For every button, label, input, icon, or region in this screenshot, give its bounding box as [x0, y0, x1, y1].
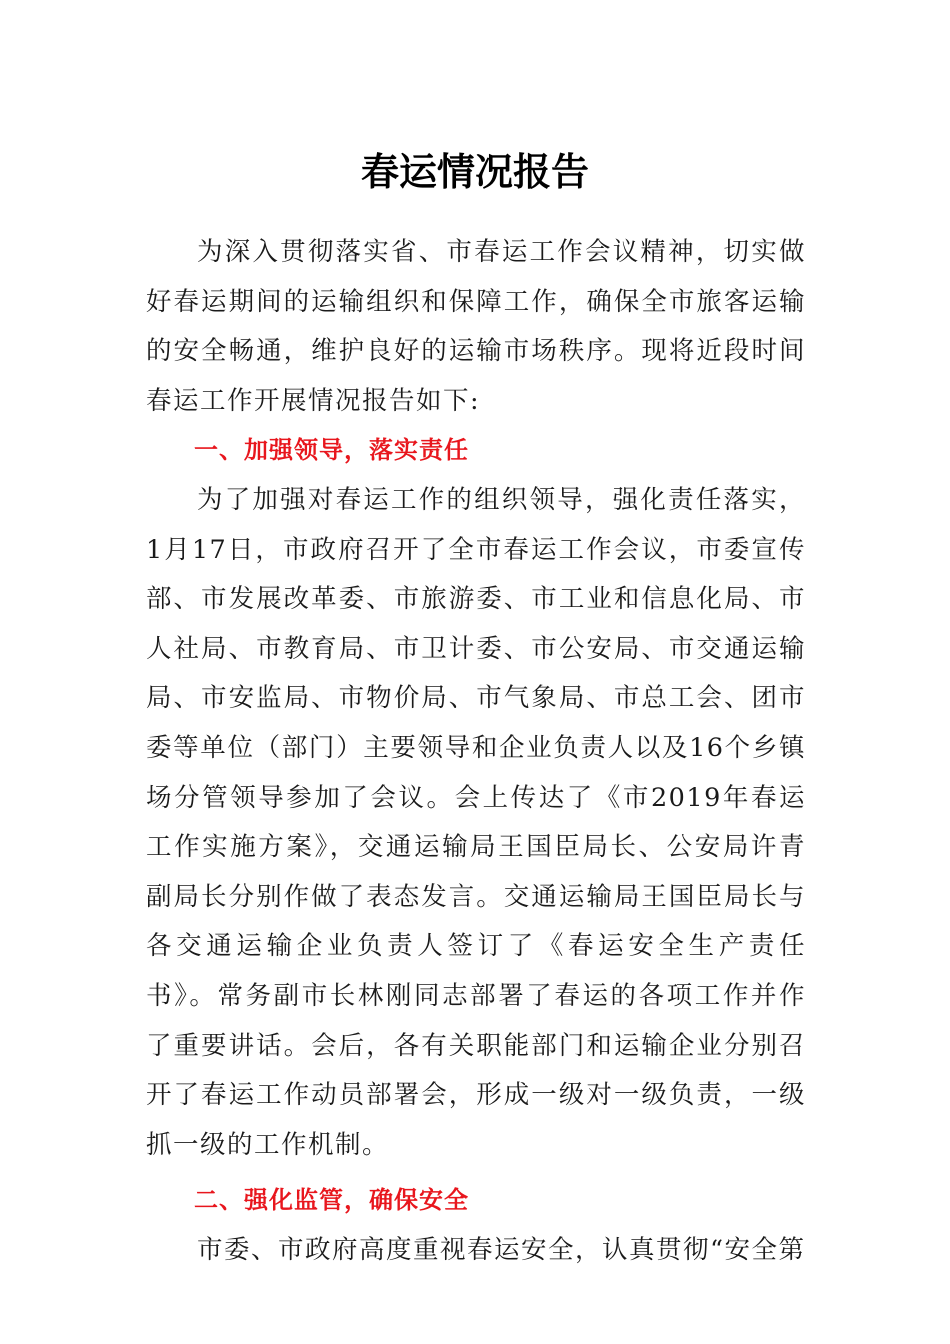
section-2-heading: 二、强化监管，确保安全: [194, 1186, 469, 1215]
intro-paragraph: 为深入贯彻落实省、市春运工作会议精神，切实做好春运期间的运输组织和保障工作，确保全市旅客运输的安全畅通，维护良好的运输市场秩序。现将近段时间春运工作开展情况报告如下:: [146, 237, 806, 416]
document-body: [146, 228, 806, 1275]
section-1-paragraph: 为了加强对春运工作的组织领导，强化责任落实，1月17日，市政府召开了全市春运工作会议，市委宣传部、市发展改革委、市旅游委、市工业和信息化局、市人社局、市教育局、市卫计委、市公安局、市交通运输局、市安监局、市物价局、市气象局、市总工会、团市委等单位（部门）主要领导和企业负责人以及16个乡镇场分管领导参加了会议。会上传达了《市2019年春运工作实施方案》，交通运输局王国臣局长、公安局许青副局长分别作做了表态发言。交通运输局王国臣局长与各交通运输企业负责人签订了《春运安全生产责任书》。常务副市长林刚同志部署了春运的各项工作并作了重要讲话。会后，各有关职能部门和运输企业分别召开了春运工作动员部署会，形成一级对一级负责，一级抓一级的工作机制。: [146, 484, 806, 1160]
document-title: 春运情况报告: [360, 149, 589, 194]
section-2-paragraph: 市委、市政府高度重视春运安全，认真贯彻“安全第: [197, 1234, 806, 1265]
section-1-heading: 一、加强领导，落实责任: [194, 436, 469, 465]
